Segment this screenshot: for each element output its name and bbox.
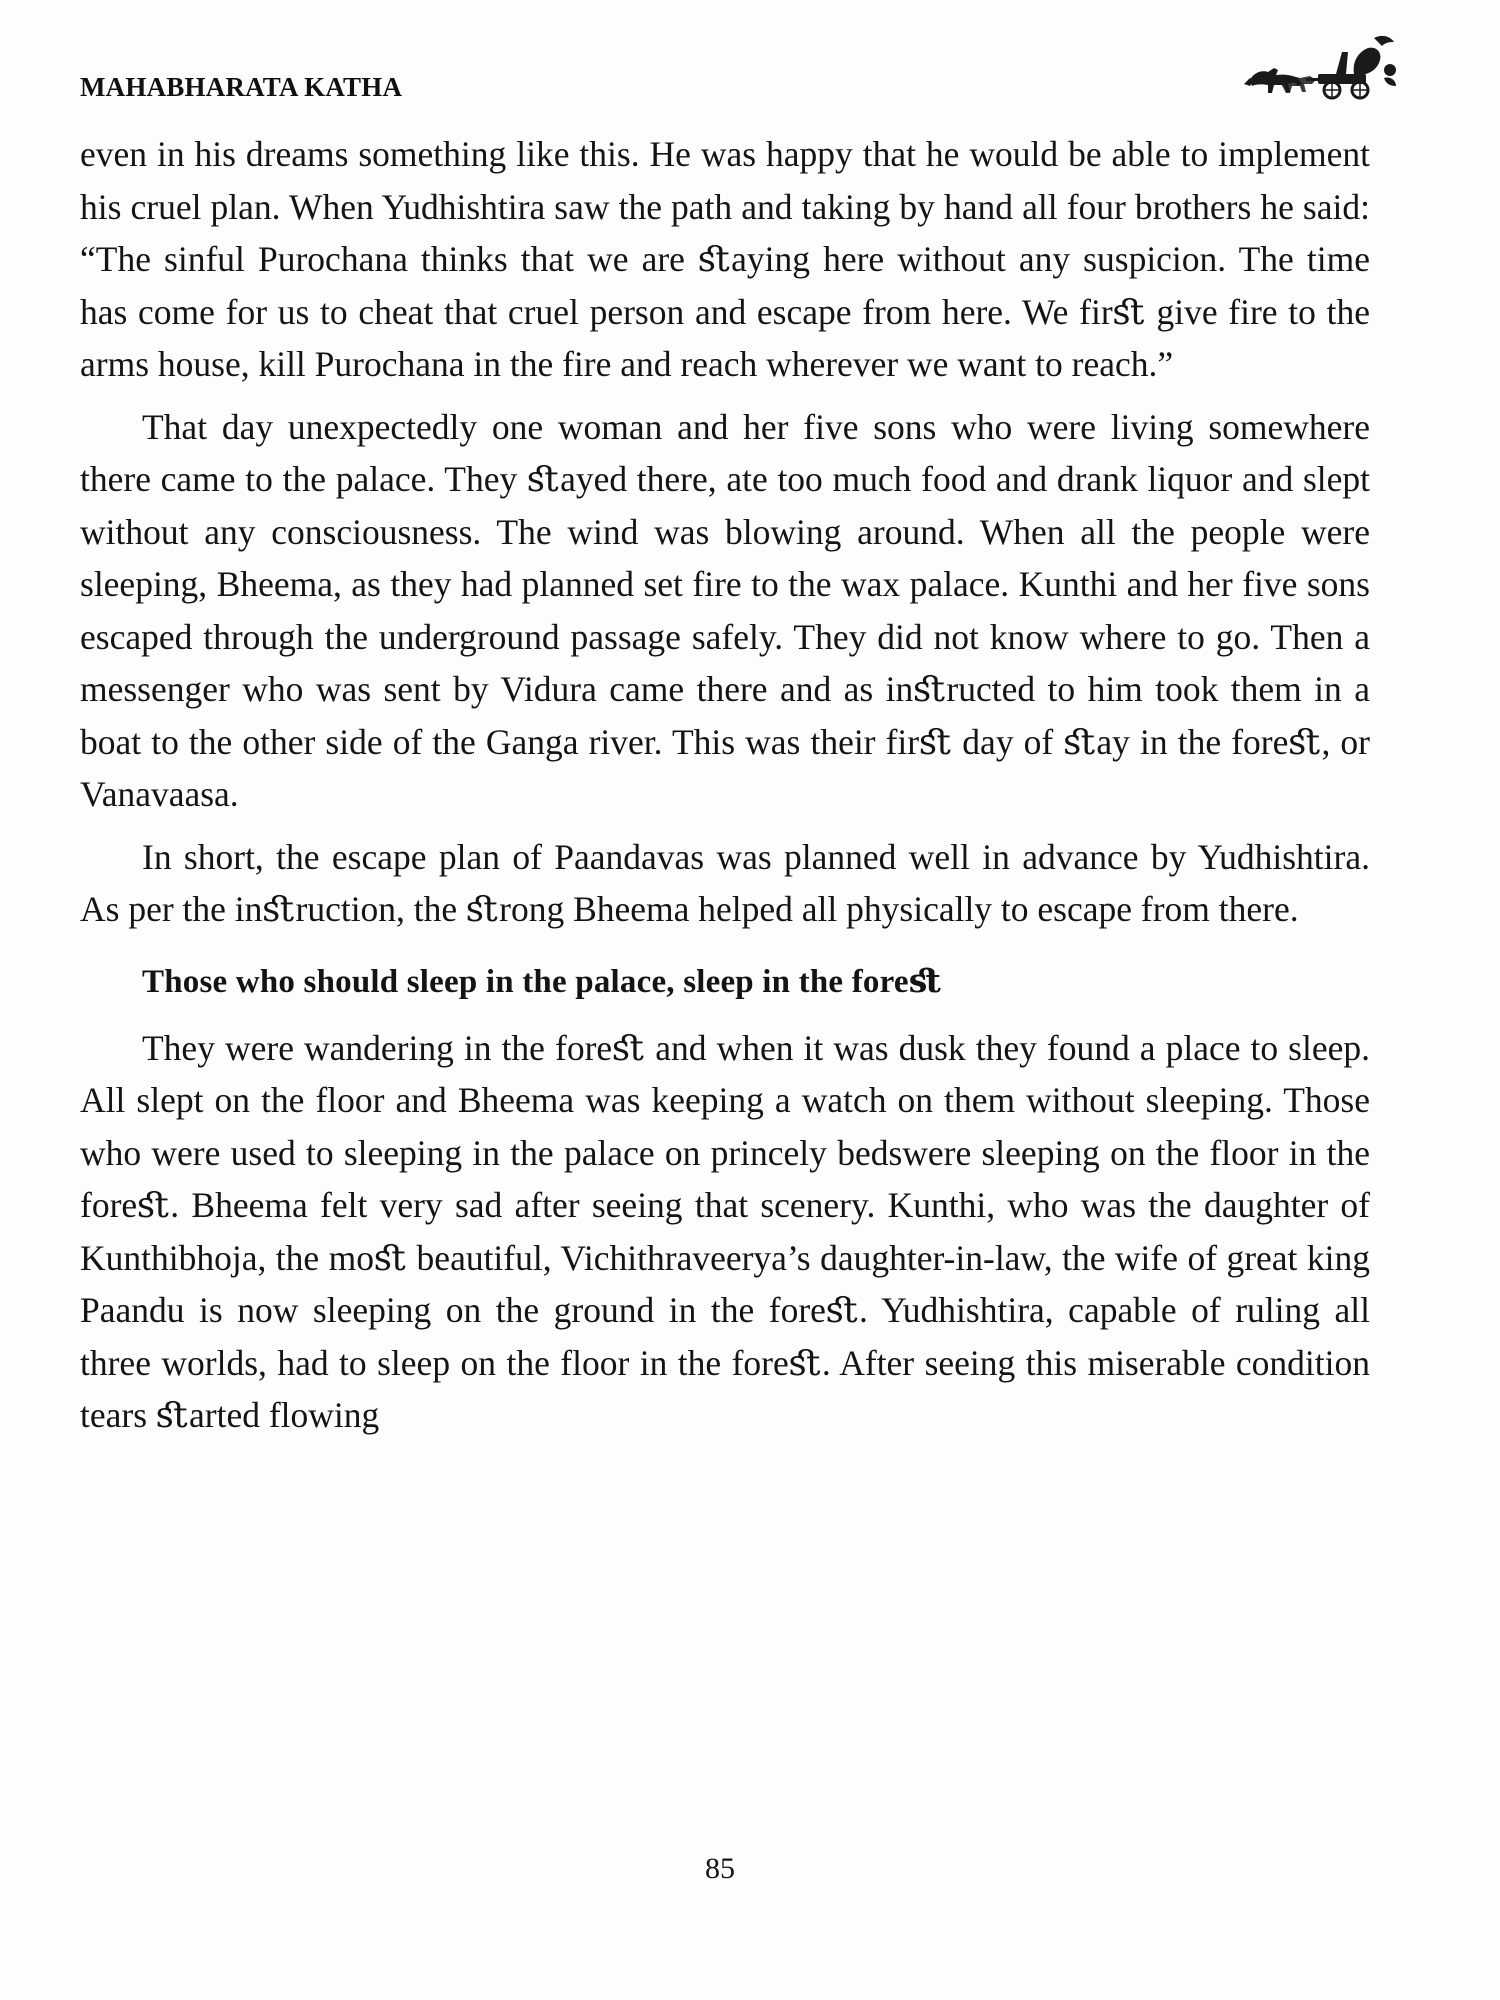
paragraph: That day unexpectedly one woman and her five sons who were living somewhere there came to the palace. They ﬆayed there, ate too much food and drank liquor and slept without any consciousness. The wind was blowing around. When all the people were sleeping, Bheema, as they had planned set fire to the wax palace. Kunthi and her five sons escaped through the underground passage safely. They did not know where to go. Then a messenger who was sent by Vidura came there and as inﬆructed to him took them in a boat to the other side of the Ganga river. This was their firﬆ day of ﬆay in the foreﬆ, or Vanavaasa. <box>80 406 1370 814</box>
running-header <box>80 68 1410 128</box>
body-text <box>80 128 1370 1452</box>
page-number: 85 <box>705 1852 735 1885</box>
paragraph: In short, the escape plan of Paandavas was planned well in advance by Yudhishtira. As per the inﬆruction, the ﬆrong Bheema helped all physically to escape from there. <box>80 836 1370 929</box>
section-heading: Those who should sleep in the palace, sleep in the foreﬆ <box>142 963 941 1000</box>
paragraph: They were wandering in the foreﬆ and when it was dusk they found a place to sleep. All slept on the floor and Bheema was keeping a watch on them without sleeping. Those who were used to sleeping in the palace on princely bedswere sleeping on the floor in the foreﬆ. Bheema felt very sad after seeing that scenery. Kunthi, who was the daughter of Kunthibhoja, the moﬆ beautiful, Vichithraveerya’s daughter-in-law, the wife of great king Paandu is now sleeping on the ground in the foreﬆ. Yudhishtira, capable of ruling all three worlds, had to sleep on the floor in the foreﬆ. After seeing this miserable condition tears ﬆarted flowing <box>80 1027 1370 1435</box>
running-title: MAHABHARATA KATHA <box>80 72 403 102</box>
chariot-logo-icon <box>1240 18 1410 118</box>
paragraph: even in his dreams something like this. He was happy that he would be able to implement his cruel plan. When Yudhishtira saw the path and taking by hand all four brothers he said: “The sinful Purochana thinks that we are ﬆaying here without any suspicion. The time has come for us to cheat that cruel person and escape from here. We firﬆ give fire to the arms house, kill Purochana in the fire and reach wherever we want to reach.” <box>80 134 1370 384</box>
